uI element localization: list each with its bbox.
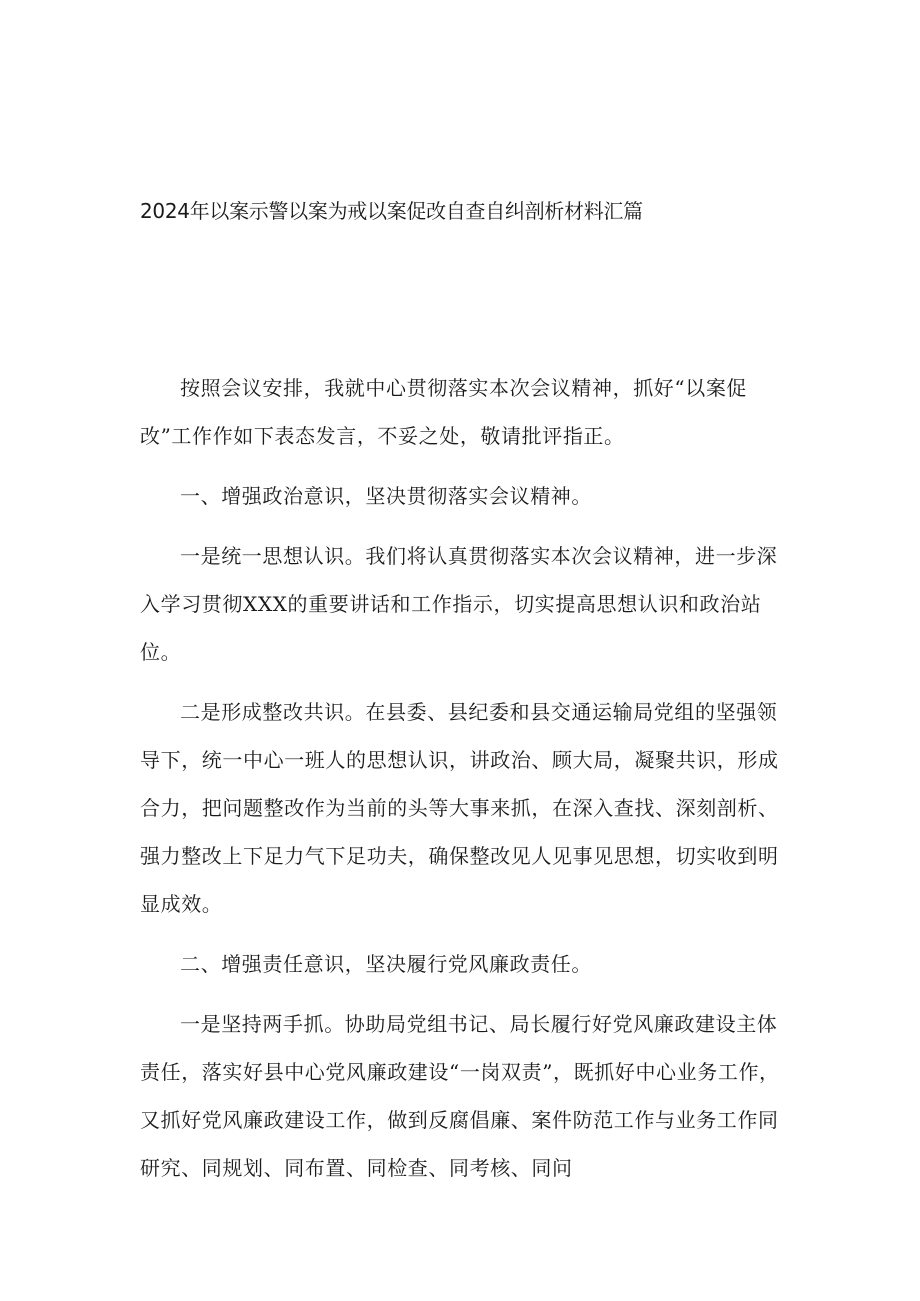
- document-title: 2024年以案示警以案为戒以案促改自查自纠剖析材料汇篇: [140, 199, 643, 223]
- paragraph-heading-1: 一、增强政治意识，坚决贯彻落实会议精神。: [180, 484, 592, 508]
- document-body: [140, 364, 780, 1204]
- paragraph-point-2-1: 一是坚持两手抓。协助局党组书记、局长履行好党风廉政建设主体责任，落实好县中心党风廉政建设“一岗双责”，既抓好中心业务工作，又抓好党风廉政建设工作，做到反腐倡廉、案件防范工作与业务工作同研究、同规划、同布置、同检查、同考核、同问: [140, 1012, 780, 1180]
- paragraph-point-1-2: 二是形成整改共识。在县委、县纪委和县交通运输局党组的坚强领导下，统一中心一班人的思想认识，讲政治、顾大局，凝聚共识，形成合力，把问题整改作为当前的头等大事来抓，在深入查找、深刻剖析、强力整改上下足力气下足功夫，确保整改见人见事见思想，切实收到明显成效。: [140, 700, 779, 916]
- paragraph-point-1-1: 一是统一思想认识。我们将认真贯彻落实本次会议精神，进一步深入学习贯彻XXX的重要讲话和工作指示，切实提高思想认识和政治站位。: [140, 544, 778, 664]
- paragraph-heading-2: 二、增强责任意识，坚决履行党风廉政责任。: [180, 952, 592, 976]
- paragraph-intro: 按照会议安排，我就中心贯彻落实本次会议精神，抓好“以案促改”工作作如下表态发言，不妥之处，敬请批评指正。: [140, 376, 748, 448]
